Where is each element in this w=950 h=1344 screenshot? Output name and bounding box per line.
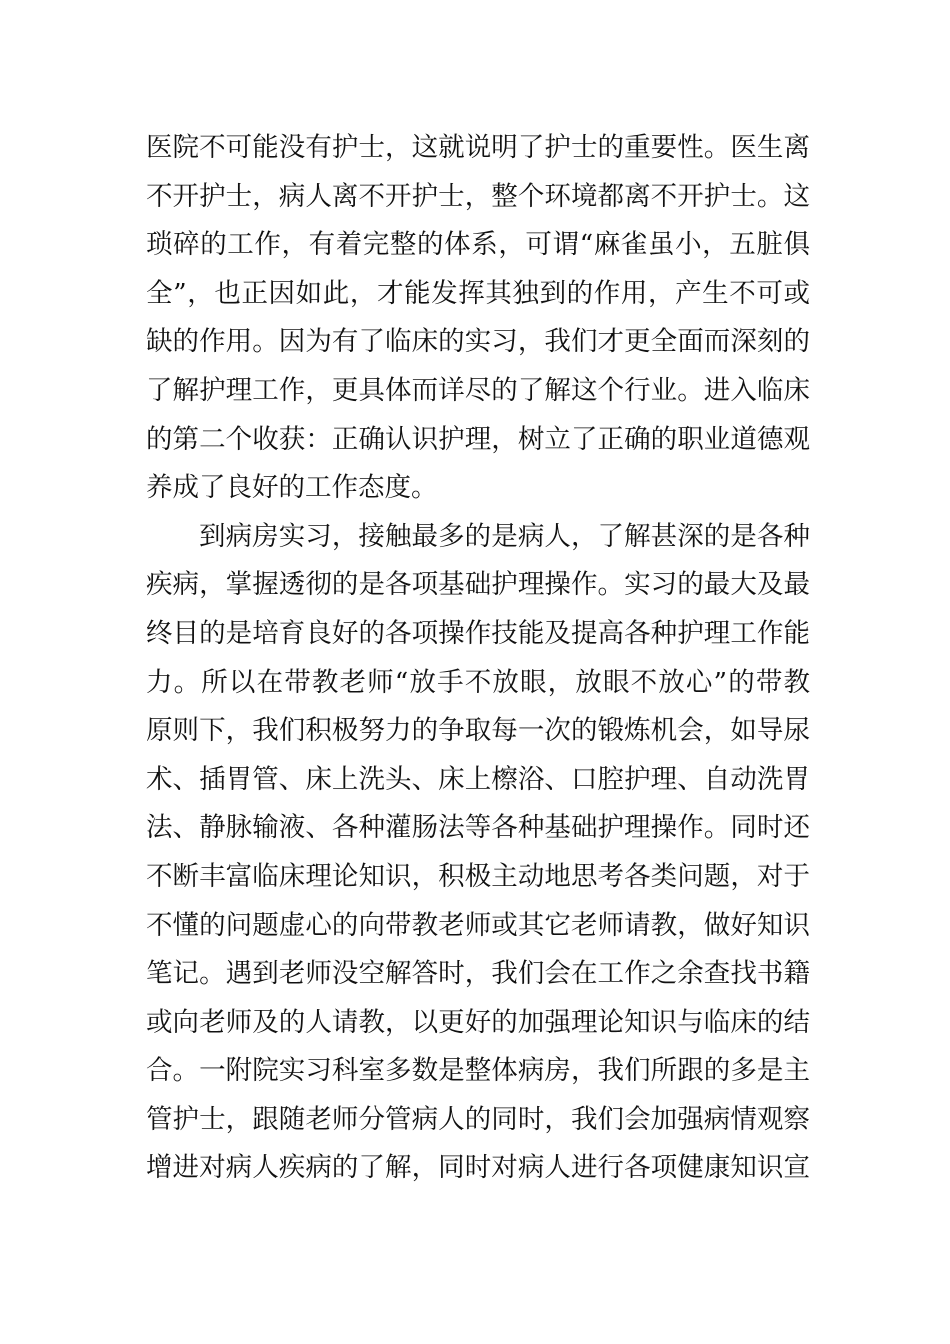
text-line: 不开护士，病人离不开护士，整个环境都离不开护士。这 [146, 180, 810, 212]
text-line: 全”，也正因如此，才能发挥其独到的作用，产生不可或 [146, 277, 810, 309]
text-line: 疾病，掌握透彻的是各项基础护理操作。实习的最大及最 [146, 569, 810, 601]
text-line: 不懂的问题虚心的向带教老师或其它老师请教，做好知识 [146, 909, 810, 941]
text-line: 原则下，我们积极努力的争取每一次的锻炼机会，如导尿 [146, 715, 810, 747]
text-line: 法、静脉输液、各种灌肠法等各种基础护理操作。同时还 [146, 812, 810, 844]
text-line: 终目的是培育良好的各项操作技能及提高各种护理工作能 [146, 617, 810, 649]
text-line: 或向老师及的人请教，以更好的加强理论知识与临床的结 [146, 1006, 810, 1038]
text-line: 不断丰富临床理论知识，积极主动地思考各类问题，对于 [146, 860, 810, 892]
paragraph-2 [146, 513, 810, 1193]
document-page [146, 124, 810, 1193]
text-line: 医院不可能没有护士，这就说明了护士的重要性。医生离 [146, 132, 810, 163]
text-line: 力。所以在带教老师“放手不放眼，放眼不放心”的带教 [146, 666, 810, 698]
text-line: 琐碎的工作，有着完整的体系，可谓“麻雀虽小，五脏俱 [146, 229, 810, 261]
text-line: 缺的作用。因为有了临床的实习，我们才更全面而深刻的 [146, 326, 810, 358]
text-line: 的第二个收获：正确认识护理，树立了正确的职业道德观 [146, 423, 810, 455]
text-line: 到病房实习，接触最多的是病人，了解甚深的是各种 [199, 520, 810, 552]
text-line: 笔记。遇到老师没空解答时，我们会在工作之余查找书籍 [146, 958, 810, 990]
text-line: 养成了良好的工作态度。 [146, 472, 438, 504]
text-line: 增进对病人疾病的了解，同时对病人进行各项健康知识宣 [146, 1152, 810, 1184]
paragraph-1 [146, 124, 810, 513]
text-line: 了解护理工作，更具体而详尽的了解这个行业。进入临床 [146, 374, 810, 406]
text-line: 合。一附院实习科室多数是整体病房，我们所跟的多是主 [146, 1055, 810, 1087]
text-line: 术、插胃管、床上洗头、床上檫浴、口腔护理、自动洗胃 [146, 763, 810, 795]
text-line: 管护士，跟随老师分管病人的同时，我们会加强病情观察 [146, 1103, 810, 1135]
